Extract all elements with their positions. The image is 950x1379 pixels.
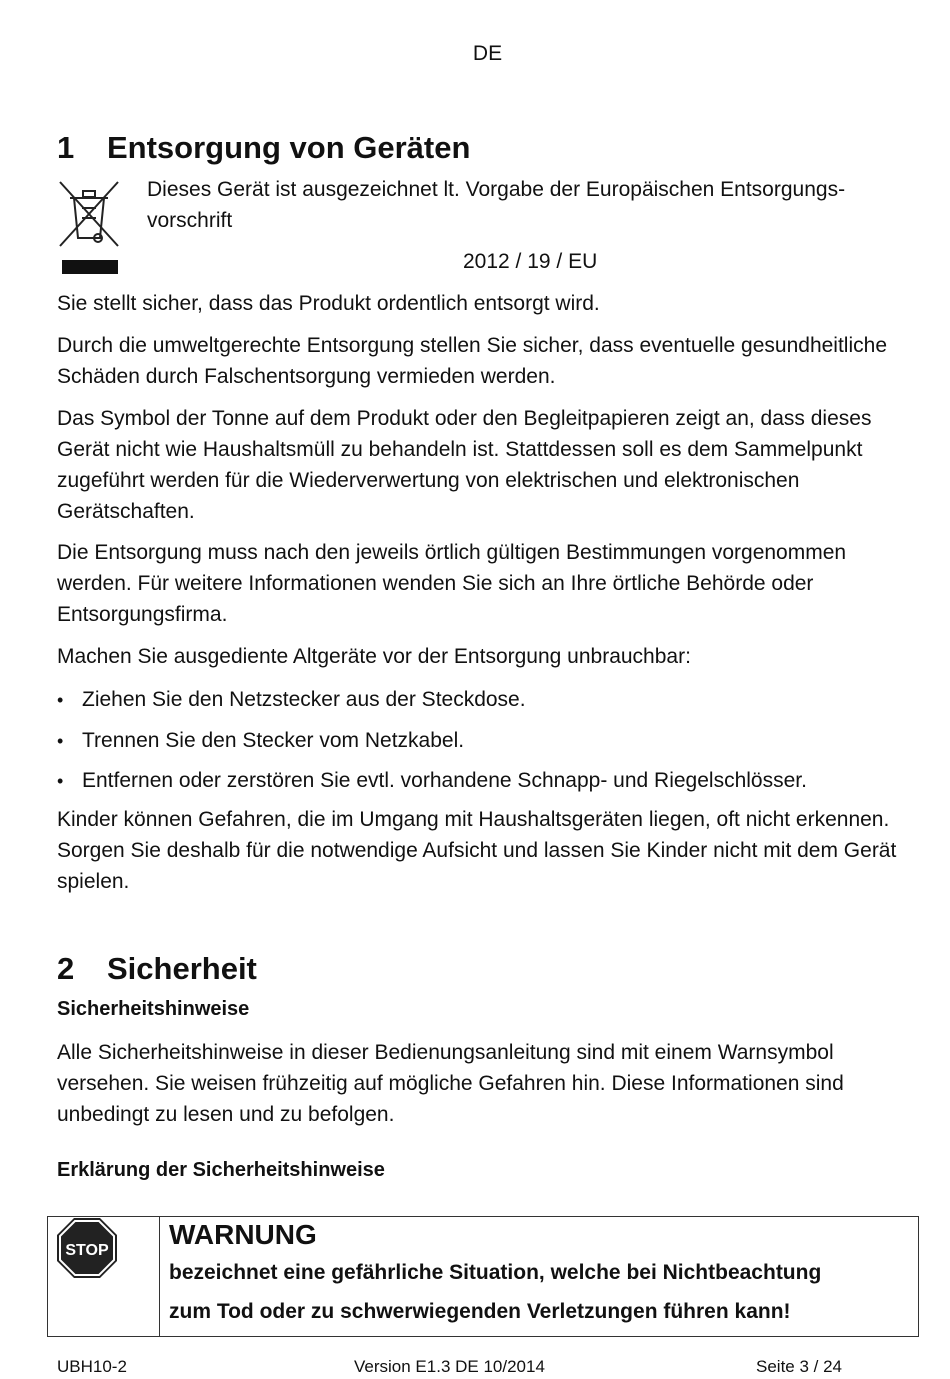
disposal-paragraph-4: Die Entsorgung muss nach den jeweils örtlich gültigen Bestimmungen vorgenommen werden. Für weitere Informationen wenden Sie sich an Ihre örtliche Behörde oder Entsorgungsfirma. bbox=[57, 541, 847, 626]
warning-text-line-2: zum Tod oder zu schwerwiegenden Verletzungen führen kann! bbox=[169, 1300, 791, 1323]
warning-text-line-1: bezeichnet eine gefährliche Situation, welche bei Nichtbeachtung bbox=[169, 1261, 822, 1284]
children-safety-paragraph: Kinder können Gefahren, die im Umgang mit Haushaltsgeräten liegen, oft nicht erkennen. Sorgen Sie deshalb für die notwendige Aufsicht und lassen Sie Kinder nicht mit dem Gerät spielen. bbox=[57, 808, 897, 893]
section-2-heading bbox=[57, 951, 257, 987]
subheading-safety-notes: Sicherheitshinweise bbox=[57, 998, 250, 1020]
warning-title: WARNUNG bbox=[169, 1219, 317, 1250]
warning-box-divider bbox=[159, 1217, 160, 1336]
footer-model: UBH10-2 bbox=[57, 1357, 127, 1376]
warning-box bbox=[47, 1216, 919, 1337]
disposal-paragraph-2: Durch die umweltgerechte Entsorgung stellen Sie sicher, dass eventuelle gesundheitliche Schäden durch Falschentsorgung vermieden werden. bbox=[57, 334, 887, 388]
weee-intro-line-1: Dieses Gerät ist ausgezeichnet lt. Vorgabe der Europäischen Entsorgungs- bbox=[147, 178, 846, 201]
section-1-title: Entsorgung von Geräten bbox=[107, 130, 471, 165]
weee-intro-line-2: vorschrift bbox=[147, 209, 233, 232]
bullet-icon: • bbox=[57, 690, 64, 710]
bullet-icon: • bbox=[57, 731, 64, 751]
section-1-heading bbox=[57, 130, 470, 166]
section-2-number: 2 bbox=[57, 951, 75, 986]
list-item: • Trennen Sie den Stecker vom Netzkabel. bbox=[57, 725, 464, 757]
list-item: • Entfernen oder zerstören Sie evtl. vorhandene Schnapp- und Riegelschlösser. bbox=[57, 765, 807, 797]
disposal-paragraph-1: Sie stellt sicher, dass das Produkt ordentlich entsorgt wird. bbox=[57, 292, 600, 315]
disposal-paragraph-3: Das Symbol der Tonne auf dem Produkt oder den Begleitpapieren zeigt an, dass dieses Gerät nicht wie Haushaltsmüll zu behandeln ist. Stattdessen soll es dem Sammelpunkt zugeführt werden für die Wiederverwertung von elektrischen und elektronischen Gerätschaften. bbox=[57, 407, 872, 523]
section-2-title: Sicherheit bbox=[107, 951, 257, 986]
directive-number: 2012 / 19 / EU bbox=[463, 250, 598, 273]
page-language-header: DE bbox=[472, 42, 503, 65]
disposal-paragraph-5: Machen Sie ausgediente Altgeräte vor der Entsorgung unbrauchbar: bbox=[57, 645, 691, 668]
footer-version: Version E1.3 DE 10/2014 bbox=[354, 1357, 545, 1376]
footer-page-number: Seite 3 / 24 bbox=[756, 1357, 843, 1376]
section-1-number: 1 bbox=[57, 130, 75, 165]
bullet-icon: • bbox=[57, 771, 64, 791]
stop-sign-icon bbox=[56, 1217, 118, 1279]
weee-bin-icon bbox=[56, 178, 122, 276]
list-item: • Ziehen Sie den Netzstecker aus der Steckdose. bbox=[57, 684, 526, 716]
safety-notes-paragraph: Alle Sicherheitshinweise in dieser Bedienungsanleitung sind mit einem Warnsymbol versehen. Sie weisen frühzeitig auf mögliche Gefahren hin. Diese Informationen sind unbedingt zu lesen und zu befolgen. bbox=[57, 1041, 844, 1126]
subheading-safety-explanation: Erklärung der Sicherheitshinweise bbox=[57, 1159, 385, 1181]
svg-text:STOP: STOP bbox=[65, 1242, 109, 1259]
